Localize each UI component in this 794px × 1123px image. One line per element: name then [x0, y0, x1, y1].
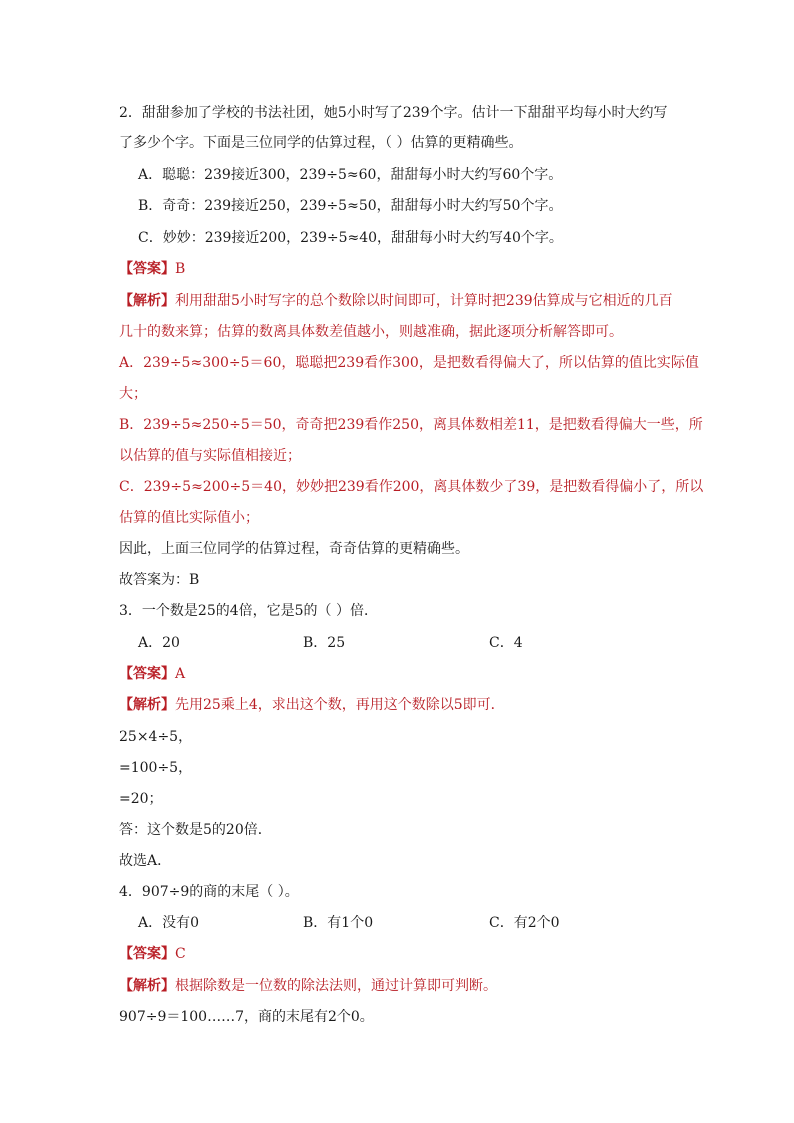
q4-option-b: B．有1个0 [303, 915, 374, 931]
q3-step1: 25×4÷5， [119, 729, 193, 745]
q2-analysis-line7: C．239÷5≈200÷5＝40，妙妙把239看作200，离具体数少了39，是把数看得偏小了，所以 [119, 479, 704, 495]
q2-stem-line2: 了多少个字。下面是三位同学的估算过程，（ ）估算的更精确些。 [119, 135, 523, 151]
q3-step4: 答：这个数是5的20倍． [119, 822, 272, 838]
q2-final-answer: 故答案为：B [119, 572, 200, 588]
q2-analysis-line6: 以估算的值与实际值相接近； [119, 448, 301, 464]
q2-option-b: B．奇奇：239接近250，239÷5≈50，甜甜每小时大约写50个字。 [138, 198, 563, 214]
q2-analysis-line1 [119, 291, 673, 311]
q3-option-b: B．25 [303, 635, 346, 651]
q4-answer [119, 944, 186, 964]
analysis-text: 根据除数是一位数的除法法则，通过计算即可判断。 [175, 978, 497, 994]
q4-option-c: C．有2个0 [489, 915, 560, 931]
q3-analysis-line1 [119, 695, 505, 715]
answer-value: B [175, 261, 186, 277]
analysis-text: 利用甜甜5小时写字的总个数除以时间即可，计算时把239估算成与它相近的几百 [175, 293, 673, 309]
q3-step2: =100÷5， [119, 760, 193, 776]
analysis-tag: 【解析】 [119, 978, 175, 994]
answer-value: C [175, 946, 186, 962]
q2-analysis-line5: B．239÷5≈250÷5＝50，奇奇把239看作250，离具体数相差11，是把数看得偏大一些，所 [119, 417, 703, 433]
q3-option-c: C．4 [489, 635, 523, 651]
q2-stem-line1: 2．甜甜参加了学校的书法社团，她5小时写了239个字。估计一下甜甜平均每小时大约写 [119, 105, 668, 121]
q3-final-answer: 故选A． [119, 853, 172, 869]
analysis-tag: 【解析】 [119, 293, 175, 309]
q2-conclusion: 因此，上面三位同学的估算过程，奇奇估算的更精确些。 [119, 541, 469, 557]
analysis-tag: 【解析】 [119, 697, 175, 713]
q3-answer [119, 664, 185, 684]
answer-value: A [175, 666, 186, 682]
answer-tag: 【答案】 [119, 666, 175, 682]
q4-option-a: A．没有0 [138, 915, 200, 931]
q2-answer [119, 259, 185, 279]
q3-stem: 3．一个数是25的4倍，它是5的（ ）倍． [119, 603, 378, 619]
answer-tag: 【答案】 [119, 946, 175, 962]
q4-analysis-line1 [119, 976, 497, 996]
q2-analysis-line4: 大； [119, 386, 147, 402]
q3-step3: =20； [119, 791, 163, 807]
q2-analysis-line3: A．239÷5≈300÷5＝60，聪聪把239看作300，是把数看得偏大了，所以估算的值比实际值 [119, 355, 699, 371]
q3-option-a: A．20 [138, 635, 180, 651]
q2-option-c: C．妙妙：239接近200，239÷5≈40，甜甜每小时大约写40个字。 [138, 230, 563, 246]
q2-option-a: A．聪聪：239接近300，239÷5≈60，甜甜每小时大约写60个字。 [138, 167, 563, 183]
q4-stem: 4．907÷9的商的末尾（ ）。 [119, 884, 299, 900]
q2-analysis-line2: 几十的数来算；估算的数离具体数差值越小，则越准确，据此逐项分析解答即可。 [119, 324, 623, 340]
analysis-text: 先用25乘上4，求出这个数，再用这个数除以5即可． [175, 697, 505, 713]
q2-analysis-line8: 估算的值比实际值小； [119, 510, 259, 526]
answer-tag: 【答案】 [119, 261, 175, 277]
q4-analysis-line2: 907÷9＝100……7，商的末尾有2个0。 [119, 1009, 374, 1025]
